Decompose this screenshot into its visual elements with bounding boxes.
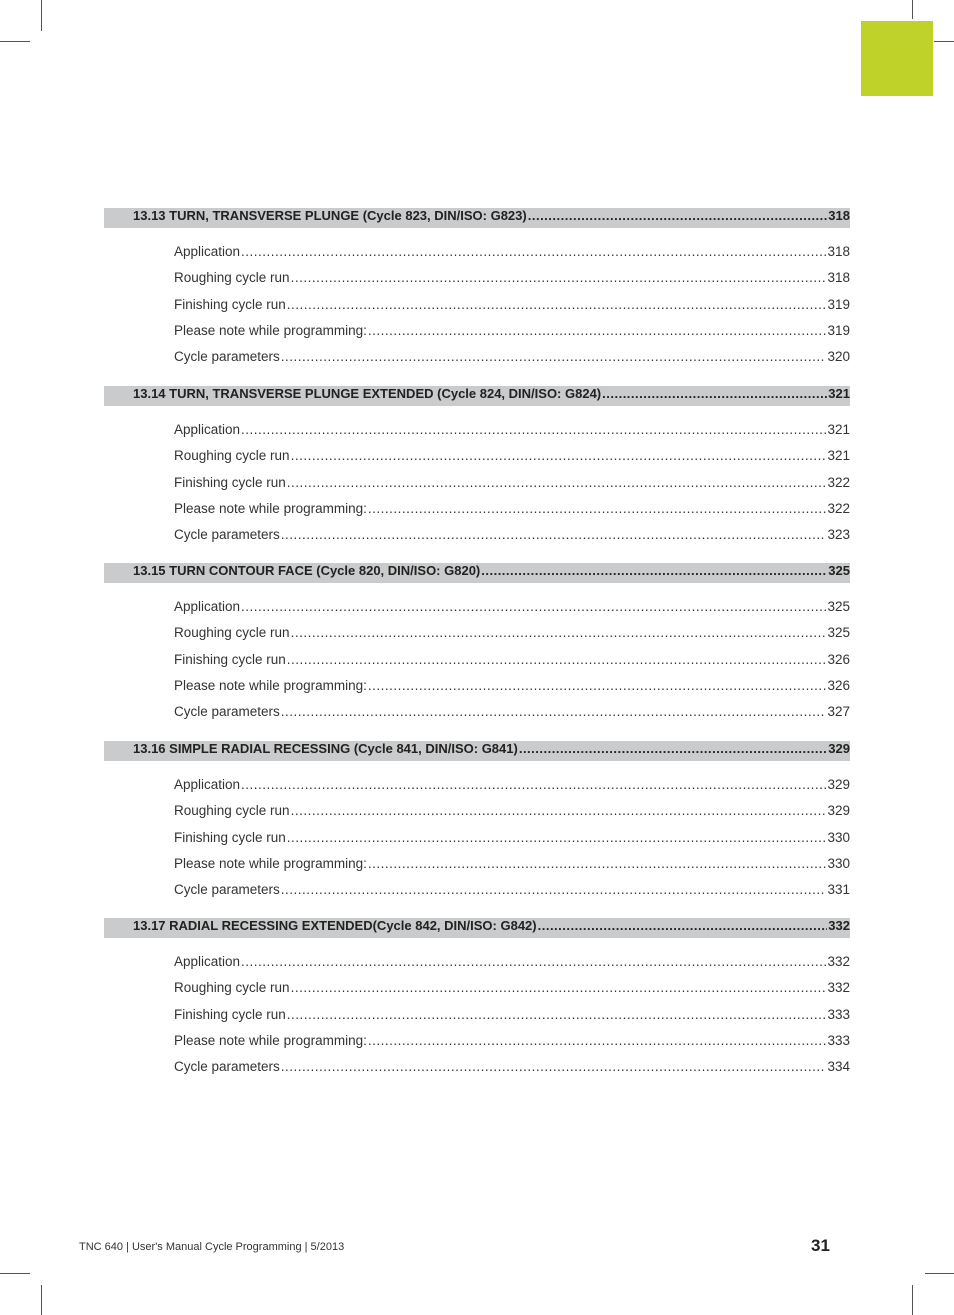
dot-leader <box>241 954 826 969</box>
entry-page: 325 <box>827 599 850 614</box>
entry-label: Please note while programming: <box>174 1032 367 1048</box>
dot-leader <box>291 270 827 285</box>
entry-page: 333 <box>827 1006 850 1022</box>
toc-entry[interactable] <box>174 704 850 730</box>
entry-page: 318 <box>827 244 850 259</box>
toc-entry[interactable] <box>174 1033 850 1059</box>
entry-label: Cycle parameters <box>174 527 280 543</box>
entry-label: Roughing cycle run <box>174 448 290 464</box>
dot-leader <box>602 386 827 401</box>
entry-page: 332 <box>827 980 850 996</box>
toc-entry[interactable] <box>174 599 850 625</box>
dot-leader <box>241 599 826 614</box>
section-heading[interactable] <box>104 563 850 583</box>
toc-entry[interactable] <box>174 882 850 908</box>
entry-label: Finishing cycle run <box>174 1006 286 1022</box>
dot-leader <box>291 803 827 818</box>
dot-leader <box>287 830 827 845</box>
entry-label: Application <box>174 954 241 969</box>
dot-leader <box>241 244 826 259</box>
section-entries <box>104 777 850 908</box>
dot-leader <box>287 475 827 490</box>
section-title: 13.14 TURN, TRANSVERSE PLUNGE EXTENDED (Cycle 824, DIN/ISO: G824) <box>133 386 602 401</box>
entry-page: 331 <box>827 882 850 898</box>
toc-entry[interactable] <box>174 448 850 474</box>
entry-page: 323 <box>827 527 850 543</box>
entry-page: 321 <box>827 448 850 464</box>
entry-label: Roughing cycle run <box>174 625 290 641</box>
toc-entry[interactable] <box>174 652 850 678</box>
toc-entry[interactable] <box>174 1059 850 1085</box>
dot-leader <box>368 856 827 871</box>
dot-leader <box>528 208 828 223</box>
entry-label: Cycle parameters <box>174 704 280 720</box>
dot-leader <box>281 1059 827 1074</box>
dot-leader <box>368 501 827 516</box>
entry-label: Please note while programming: <box>174 500 367 516</box>
toc-entry[interactable] <box>174 527 850 553</box>
section-title: 13.15 TURN CONTOUR FACE (Cycle 820, DIN/ISO: G820) <box>133 563 481 578</box>
toc-entry[interactable] <box>174 954 850 980</box>
toc-entry[interactable] <box>174 244 850 270</box>
toc-entry[interactable] <box>174 349 850 375</box>
section-heading[interactable] <box>104 741 850 761</box>
entry-page: 318 <box>827 270 850 286</box>
entry-label: Application <box>174 777 241 792</box>
entry-label: Please note while programming: <box>174 855 367 871</box>
entry-label: Cycle parameters <box>174 1059 280 1075</box>
entry-page: 321 <box>827 422 850 437</box>
section-page: 321 <box>828 386 850 401</box>
dot-leader <box>287 297 827 312</box>
entry-page: 326 <box>827 651 850 667</box>
dot-leader <box>281 704 827 719</box>
section-page: 329 <box>828 741 850 756</box>
entry-page: 322 <box>827 500 850 516</box>
dot-leader <box>241 777 826 792</box>
section-entries <box>104 422 850 553</box>
entry-label: Finishing cycle run <box>174 829 286 845</box>
dot-leader <box>519 741 827 756</box>
dot-leader <box>538 918 828 933</box>
section-heading[interactable] <box>104 208 850 228</box>
dot-leader <box>291 448 827 463</box>
entry-label: Cycle parameters <box>174 882 280 898</box>
toc-entry[interactable] <box>174 777 850 803</box>
section-page: 318 <box>828 208 850 223</box>
dot-leader <box>291 980 827 995</box>
toc-entry[interactable] <box>174 297 850 323</box>
entry-label: Roughing cycle run <box>174 270 290 286</box>
entry-page: 319 <box>827 322 850 338</box>
toc-entry[interactable] <box>174 803 850 829</box>
section-title: 13.13 TURN, TRANSVERSE PLUNGE (Cycle 823, DIN/ISO: G823) <box>133 208 527 223</box>
toc-entry[interactable] <box>174 270 850 296</box>
dot-leader <box>241 422 826 437</box>
toc-section <box>104 208 850 375</box>
section-heading[interactable] <box>104 386 850 406</box>
entry-label: Roughing cycle run <box>174 803 290 819</box>
section-heading[interactable] <box>104 918 850 938</box>
dot-leader <box>281 527 827 542</box>
section-title: 13.17 RADIAL RECESSING EXTENDED(Cycle 842, DIN/ISO: G842) <box>133 918 537 933</box>
entry-page: 322 <box>827 474 850 490</box>
entry-label: Application <box>174 599 241 614</box>
toc-entry[interactable] <box>174 1007 850 1033</box>
dot-leader <box>291 625 827 640</box>
toc-entry[interactable] <box>174 475 850 501</box>
entry-page: 325 <box>827 625 850 641</box>
entry-label: Roughing cycle run <box>174 980 290 996</box>
dot-leader <box>368 323 827 338</box>
toc-entry[interactable] <box>174 856 850 882</box>
section-entries <box>104 599 850 730</box>
section-title: 13.16 SIMPLE RADIAL RECESSING (Cycle 841, DIN/ISO: G841) <box>133 741 518 756</box>
entry-page: 327 <box>827 704 850 720</box>
toc-section <box>104 563 850 730</box>
entry-page: 330 <box>827 829 850 845</box>
entry-label: Please note while programming: <box>174 677 367 693</box>
entry-page: 329 <box>827 777 850 792</box>
toc-section <box>104 918 850 1085</box>
toc-entry[interactable] <box>174 678 850 704</box>
dot-leader <box>368 1033 827 1048</box>
toc-entry[interactable] <box>174 323 850 349</box>
toc-entry[interactable] <box>174 980 850 1006</box>
entry-page: 333 <box>827 1032 850 1048</box>
entry-page: 329 <box>827 803 850 819</box>
entry-page: 319 <box>827 296 850 312</box>
dot-leader <box>281 882 827 897</box>
entry-page: 332 <box>827 954 850 969</box>
toc-section <box>104 386 850 553</box>
entry-label: Finishing cycle run <box>174 651 286 667</box>
entry-label: Finishing cycle run <box>174 296 286 312</box>
section-entries <box>104 244 850 375</box>
entry-page: 320 <box>827 349 850 365</box>
toc-entry[interactable] <box>174 830 850 856</box>
footer-text: TNC 640 | User's Manual Cycle Programming | 5/2013 <box>79 1241 345 1253</box>
entry-page: 334 <box>827 1059 850 1075</box>
toc-entry[interactable] <box>174 625 850 651</box>
entry-label: Finishing cycle run <box>174 474 286 490</box>
dot-leader <box>281 349 827 364</box>
entry-label: Cycle parameters <box>174 349 280 365</box>
entry-page: 326 <box>827 677 850 693</box>
toc-section <box>104 741 850 908</box>
entry-label: Application <box>174 422 241 437</box>
dot-leader <box>287 652 827 667</box>
dot-leader <box>287 1007 827 1022</box>
section-page: 332 <box>828 918 850 933</box>
dot-leader <box>368 678 827 693</box>
entry-label: Please note while programming: <box>174 322 367 338</box>
section-entries <box>104 954 850 1085</box>
page-number: 31 <box>811 1236 830 1255</box>
section-page: 325 <box>828 563 850 578</box>
dot-leader <box>481 563 827 578</box>
entry-label: Application <box>174 244 241 259</box>
entry-page: 330 <box>827 855 850 871</box>
toc-entry[interactable] <box>174 422 850 448</box>
toc-entry[interactable] <box>174 501 850 527</box>
